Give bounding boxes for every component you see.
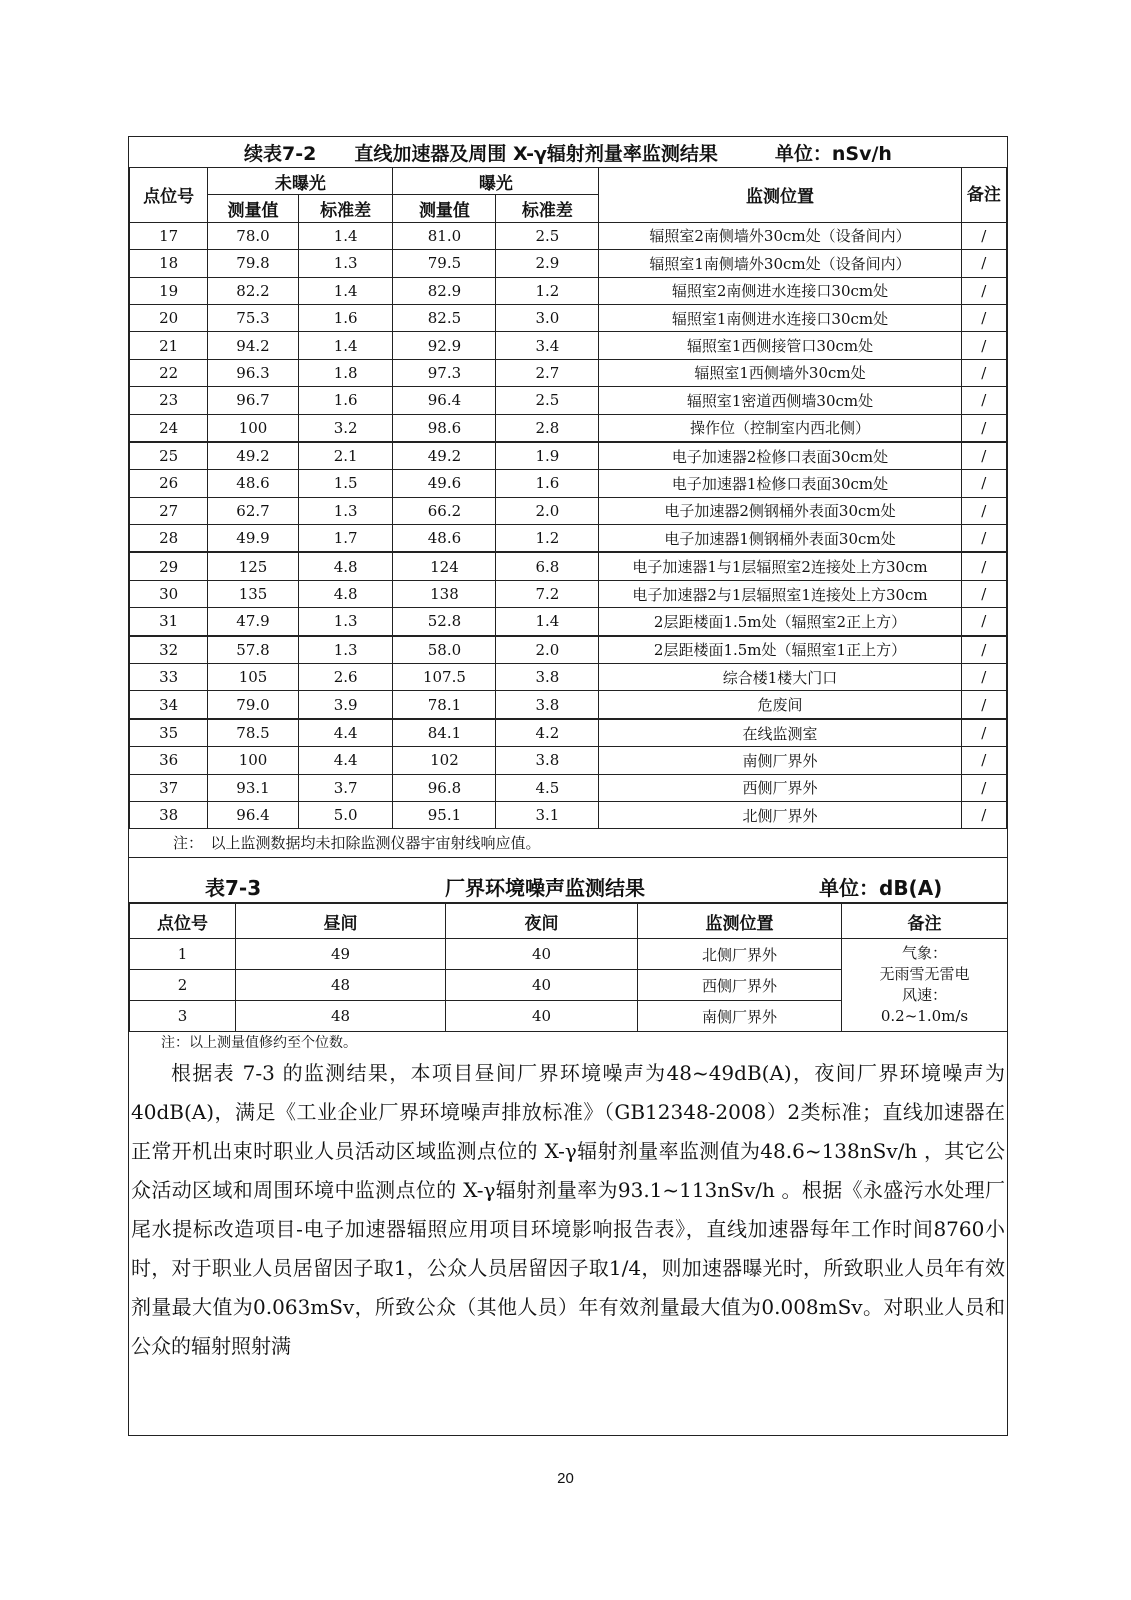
cell-exposed-value: 49.6: [393, 470, 496, 497]
cell-point-no: 35: [130, 719, 208, 747]
t2-cell-loc: 西侧厂界外: [638, 970, 842, 1001]
cell-location: 操作位（控制室内西北侧）: [599, 414, 961, 442]
cell-location: 2层距楼面1.5m处（辐照室2正上方）: [599, 608, 961, 636]
noise-table: [129, 903, 1008, 1032]
t2-cell-day: 48: [236, 970, 446, 1001]
cell-unexposed-value: 49.9: [208, 525, 299, 553]
cell-point-no: 33: [130, 664, 208, 691]
t2-cell-night: 40: [446, 970, 638, 1001]
table1-note: 注： 以上监测数据均未扣除监测仪器宇宙射线响应值。: [129, 829, 1007, 858]
cell-unexposed-value: 47.9: [208, 608, 299, 636]
cell-exposed-std: 3.8: [496, 664, 599, 691]
cell-point-no: 29: [130, 552, 208, 580]
cell-exposed-std: 1.6: [496, 470, 599, 497]
table-row: [130, 552, 1007, 580]
cell-unexposed-std: 1.4: [298, 222, 393, 249]
t2-cell-night: 40: [446, 939, 638, 970]
t2-cell-loc: 南侧厂界外: [638, 1001, 842, 1032]
table2-title-bar: [129, 858, 1007, 903]
table-row: [130, 525, 1007, 553]
table-row: [130, 304, 1007, 331]
cell-exposed-value: 82.5: [393, 304, 496, 331]
cell-point-no: 28: [130, 525, 208, 553]
cell-exposed-std: 3.4: [496, 332, 599, 359]
cell-point-no: 34: [130, 691, 208, 719]
header-unexposed: 未曝光: [208, 168, 393, 195]
cell-unexposed-value: 62.7: [208, 497, 299, 524]
cell-point-no: 38: [130, 801, 208, 828]
page-number: 20: [557, 1470, 574, 1487]
cell-remark: /: [961, 304, 1006, 331]
cell-unexposed-std: 2.1: [298, 442, 393, 470]
cell-location: 北侧厂界外: [599, 801, 961, 828]
cell-unexposed-std: 1.4: [298, 277, 393, 304]
cell-unexposed-value: 125: [208, 552, 299, 580]
cell-remark: /: [961, 414, 1006, 442]
cell-unexposed-value: 79.0: [208, 691, 299, 719]
cell-remark: /: [961, 387, 1006, 414]
t2-header-day: 昼间: [236, 904, 446, 939]
cell-exposed-value: 49.2: [393, 442, 496, 470]
remark-line: 气象：: [901, 944, 947, 963]
cell-exposed-value: 82.9: [393, 277, 496, 304]
cell-unexposed-value: 100: [208, 747, 299, 774]
cell-point-no: 22: [130, 359, 208, 386]
cell-exposed-value: 95.1: [393, 801, 496, 828]
cell-unexposed-std: 5.0: [298, 801, 393, 828]
t2-cell-no: 1: [130, 939, 236, 970]
cell-unexposed-value: 100: [208, 414, 299, 442]
cell-exposed-value: 58.0: [393, 636, 496, 664]
cell-unexposed-std: 1.8: [298, 359, 393, 386]
cell-remark: /: [961, 774, 1006, 801]
header-exposed-measured: 测量值: [393, 195, 496, 222]
cell-exposed-std: 7.2: [496, 580, 599, 607]
cell-unexposed-std: 2.6: [298, 664, 393, 691]
table-row: [130, 608, 1007, 636]
cell-exposed-std: 2.7: [496, 359, 599, 386]
cell-location: 电子加速器1与1层辐照室2连接处上方30cm: [599, 552, 961, 580]
t2-cell-day: 48: [236, 1001, 446, 1032]
table-row: [130, 691, 1007, 719]
cell-point-no: 32: [130, 636, 208, 664]
cell-exposed-value: 98.6: [393, 414, 496, 442]
cell-point-no: 30: [130, 580, 208, 607]
cell-exposed-std: 2.0: [496, 636, 599, 664]
cell-remark: /: [961, 636, 1006, 664]
cell-location: 辐照室2南侧进水连接口30cm处: [599, 277, 961, 304]
table1-title: 续表7-2 直线加速器及周围 X-γ辐射剂量率监测结果 单位：nSv/h: [130, 137, 1007, 168]
table-row: [130, 387, 1007, 414]
cell-location: 辐照室1密道西侧墙30cm处: [599, 387, 961, 414]
cell-remark: /: [961, 497, 1006, 524]
t2-header-night: 夜间: [446, 904, 638, 939]
cell-unexposed-std: 4.4: [298, 747, 393, 774]
table1-body: [130, 222, 1007, 829]
cell-point-no: 20: [130, 304, 208, 331]
cell-remark: /: [961, 250, 1006, 277]
cell-location: 西侧厂界外: [599, 774, 961, 801]
cell-location: 电子加速器2检修口表面30cm处: [599, 442, 961, 470]
cell-location: 辐照室1南侧墙外30cm处（设备间内）: [599, 250, 961, 277]
cell-location: 电子加速器1检修口表面30cm处: [599, 470, 961, 497]
cell-remark: /: [961, 747, 1006, 774]
cell-exposed-std: 1.4: [496, 608, 599, 636]
cell-unexposed-std: 4.8: [298, 552, 393, 580]
cell-point-no: 18: [130, 250, 208, 277]
header-unexposed-std: 标准差: [298, 195, 393, 222]
table-row: [130, 497, 1007, 524]
cell-exposed-value: 48.6: [393, 525, 496, 553]
cell-unexposed-value: 79.8: [208, 250, 299, 277]
cell-exposed-value: 92.9: [393, 332, 496, 359]
header-location: 监测位置: [599, 168, 961, 223]
table-row: [130, 747, 1007, 774]
cell-location: 电子加速器2与1层辐照室1连接处上方30cm: [599, 580, 961, 607]
page-frame: [128, 136, 1008, 1436]
cell-location: 电子加速器1侧钢桶外表面30cm处: [599, 525, 961, 553]
cell-remark: /: [961, 801, 1006, 828]
radiation-dose-table: [129, 137, 1007, 829]
cell-remark: /: [961, 359, 1006, 386]
table-row: [130, 774, 1007, 801]
cell-unexposed-std: 1.3: [298, 608, 393, 636]
cell-exposed-std: 2.5: [496, 222, 599, 249]
cell-unexposed-std: 1.7: [298, 525, 393, 553]
remark-line: 无雨雪无雷电: [879, 965, 970, 984]
cell-unexposed-std: 1.6: [298, 304, 393, 331]
cell-remark: /: [961, 332, 1006, 359]
cell-exposed-std: 6.8: [496, 552, 599, 580]
cell-exposed-std: 3.8: [496, 747, 599, 774]
cell-unexposed-value: 94.2: [208, 332, 299, 359]
cell-unexposed-std: 1.4: [298, 332, 393, 359]
cell-exposed-std: 4.2: [496, 719, 599, 747]
cell-location: 辐照室1西侧墙外30cm处: [599, 359, 961, 386]
cell-exposed-value: 138: [393, 580, 496, 607]
table-row: [130, 359, 1007, 386]
t2-remark-cell: [842, 939, 1008, 1032]
cell-remark: /: [961, 470, 1006, 497]
cell-remark: /: [961, 525, 1006, 553]
cell-exposed-value: 97.3: [393, 359, 496, 386]
cell-point-no: 25: [130, 442, 208, 470]
t2-header-location: 监测位置: [638, 904, 842, 939]
cell-unexposed-std: 1.6: [298, 387, 393, 414]
cell-exposed-std: 1.9: [496, 442, 599, 470]
cell-unexposed-value: 57.8: [208, 636, 299, 664]
cell-exposed-value: 107.5: [393, 664, 496, 691]
table-row: [130, 801, 1007, 828]
cell-unexposed-std: 3.9: [298, 691, 393, 719]
cell-exposed-value: 79.5: [393, 250, 496, 277]
cell-unexposed-std: 1.3: [298, 497, 393, 524]
header-unexposed-measured: 测量值: [208, 195, 299, 222]
cell-exposed-value: 78.1: [393, 691, 496, 719]
table-row: [130, 442, 1007, 470]
cell-point-no: 19: [130, 277, 208, 304]
cell-unexposed-value: 78.0: [208, 222, 299, 249]
cell-exposed-value: 52.8: [393, 608, 496, 636]
cell-point-no: 37: [130, 774, 208, 801]
cell-exposed-value: 102: [393, 747, 496, 774]
table-row: [130, 470, 1007, 497]
cell-remark: /: [961, 719, 1006, 747]
cell-exposed-std: 4.5: [496, 774, 599, 801]
t2-cell-loc: 北侧厂界外: [638, 939, 842, 970]
t2-header-remark: 备注: [842, 904, 1008, 939]
t2-cell-night: 40: [446, 1001, 638, 1032]
header-exposed: 曝光: [393, 168, 599, 195]
table-row: [130, 939, 1008, 970]
cell-unexposed-std: 1.5: [298, 470, 393, 497]
cell-unexposed-value: 82.2: [208, 277, 299, 304]
cell-unexposed-value: 48.6: [208, 470, 299, 497]
table-row: [130, 664, 1007, 691]
cell-unexposed-value: 78.5: [208, 719, 299, 747]
cell-remark: /: [961, 277, 1006, 304]
cell-location: 辐照室2南侧墙外30cm处（设备间内）: [599, 222, 961, 249]
cell-location: 辐照室1西侧接管口30cm处: [599, 332, 961, 359]
table-row: [130, 222, 1007, 249]
cell-unexposed-std: 3.2: [298, 414, 393, 442]
cell-point-no: 24: [130, 414, 208, 442]
cell-remark: /: [961, 222, 1006, 249]
table-row: [130, 719, 1007, 747]
table-row: [130, 580, 1007, 607]
cell-remark: /: [961, 691, 1006, 719]
header-exposed-std: 标准差: [496, 195, 599, 222]
cell-point-no: 23: [130, 387, 208, 414]
cell-unexposed-std: 1.3: [298, 250, 393, 277]
table-row: [130, 277, 1007, 304]
cell-point-no: 36: [130, 747, 208, 774]
cell-exposed-value: 81.0: [393, 222, 496, 249]
table2-title: 厂界环境噪声监测结果: [445, 876, 645, 901]
table-row: [130, 414, 1007, 442]
cell-exposed-std: 2.9: [496, 250, 599, 277]
cell-exposed-std: 1.2: [496, 277, 599, 304]
t2-cell-no: 2: [130, 970, 236, 1001]
cell-unexposed-std: 4.4: [298, 719, 393, 747]
table-row: [130, 636, 1007, 664]
remark-line: 风速：: [901, 986, 947, 1005]
cell-point-no: 26: [130, 470, 208, 497]
cell-location: 电子加速器2侧钢桶外表面30cm处: [599, 497, 961, 524]
cell-location: 辐照室1南侧进水连接口30cm处: [599, 304, 961, 331]
cell-point-no: 21: [130, 332, 208, 359]
cell-remark: /: [961, 442, 1006, 470]
cell-unexposed-value: 105: [208, 664, 299, 691]
cell-point-no: 17: [130, 222, 208, 249]
cell-unexposed-std: 1.3: [298, 636, 393, 664]
cell-exposed-value: 84.1: [393, 719, 496, 747]
cell-exposed-value: 66.2: [393, 497, 496, 524]
body-paragraph: 根据表 7-3 的监测结果，本项目昼间厂界环境噪声为48~49dB(A)，夜间厂界环境噪声为40dB(A)，满足《工业企业厂界环境噪声排放标准》（GB12348-2008）2类标准；直线加速器在正常开机出束时职业人员活动区域监测点位的 X-γ辐射剂量率监测值为48.6~138nSv/h ，其它公众活动区域和周围环境中监测点位的 X-γ辐射剂量率为93.1~113nSv/h 。根据《永盛污水处理厂尾水提标改造项目-电子加速器辐照应用项目环境影响报告表》，直线加速器每年工作时间8760小时，对于职业人员居留因子取1，公众人员居留因子取1/4，则加速器曝光时，所致职业人员年有效剂量最大值为0.063mSv，所致公众（其他人员）年有效剂量最大值为0.008mSv。对职业人员和公众的辐射照射满: [131, 1061, 1005, 1359]
cell-remark: /: [961, 580, 1006, 607]
cell-unexposed-value: 96.4: [208, 801, 299, 828]
cell-location: 南侧厂界外: [599, 747, 961, 774]
cell-exposed-std: 2.8: [496, 414, 599, 442]
header-remark: 备注: [961, 168, 1006, 223]
header-point-no: 点位号: [130, 168, 208, 223]
table2-note: 注：以上测量值修约至个位数。: [161, 1035, 357, 1052]
cell-unexposed-value: 96.3: [208, 359, 299, 386]
cell-remark: /: [961, 608, 1006, 636]
cell-unexposed-value: 96.7: [208, 387, 299, 414]
t2-cell-no: 3: [130, 1001, 236, 1032]
cell-exposed-std: 1.2: [496, 525, 599, 553]
cell-unexposed-value: 49.2: [208, 442, 299, 470]
t2-cell-day: 49: [236, 939, 446, 970]
cell-exposed-std: 3.1: [496, 801, 599, 828]
cell-remark: /: [961, 552, 1006, 580]
cell-point-no: 31: [130, 608, 208, 636]
cell-unexposed-std: 4.8: [298, 580, 393, 607]
cell-location: 危废间: [599, 691, 961, 719]
cell-location: 2层距楼面1.5m处（辐照室1正上方）: [599, 636, 961, 664]
cell-unexposed-value: 93.1: [208, 774, 299, 801]
cell-remark: /: [961, 664, 1006, 691]
cell-location: 综合楼1楼大门口: [599, 664, 961, 691]
t2-header-point-no: 点位号: [130, 904, 236, 939]
cell-exposed-std: 2.0: [496, 497, 599, 524]
cell-unexposed-std: 3.7: [298, 774, 393, 801]
table2-unit: 单位：dB(A): [819, 876, 943, 901]
table2-label: 表7-3: [205, 876, 262, 901]
cell-exposed-std: 3.0: [496, 304, 599, 331]
cell-location: 在线监测室: [599, 719, 961, 747]
cell-unexposed-value: 135: [208, 580, 299, 607]
remark-line: 0.2~1.0m/s: [880, 1007, 969, 1026]
cell-exposed-value: 96.8: [393, 774, 496, 801]
cell-exposed-value: 124: [393, 552, 496, 580]
cell-exposed-std: 2.5: [496, 387, 599, 414]
cell-exposed-std: 3.8: [496, 691, 599, 719]
cell-point-no: 27: [130, 497, 208, 524]
cell-exposed-value: 96.4: [393, 387, 496, 414]
table-row: [130, 332, 1007, 359]
table-row: [130, 250, 1007, 277]
cell-unexposed-value: 75.3: [208, 304, 299, 331]
